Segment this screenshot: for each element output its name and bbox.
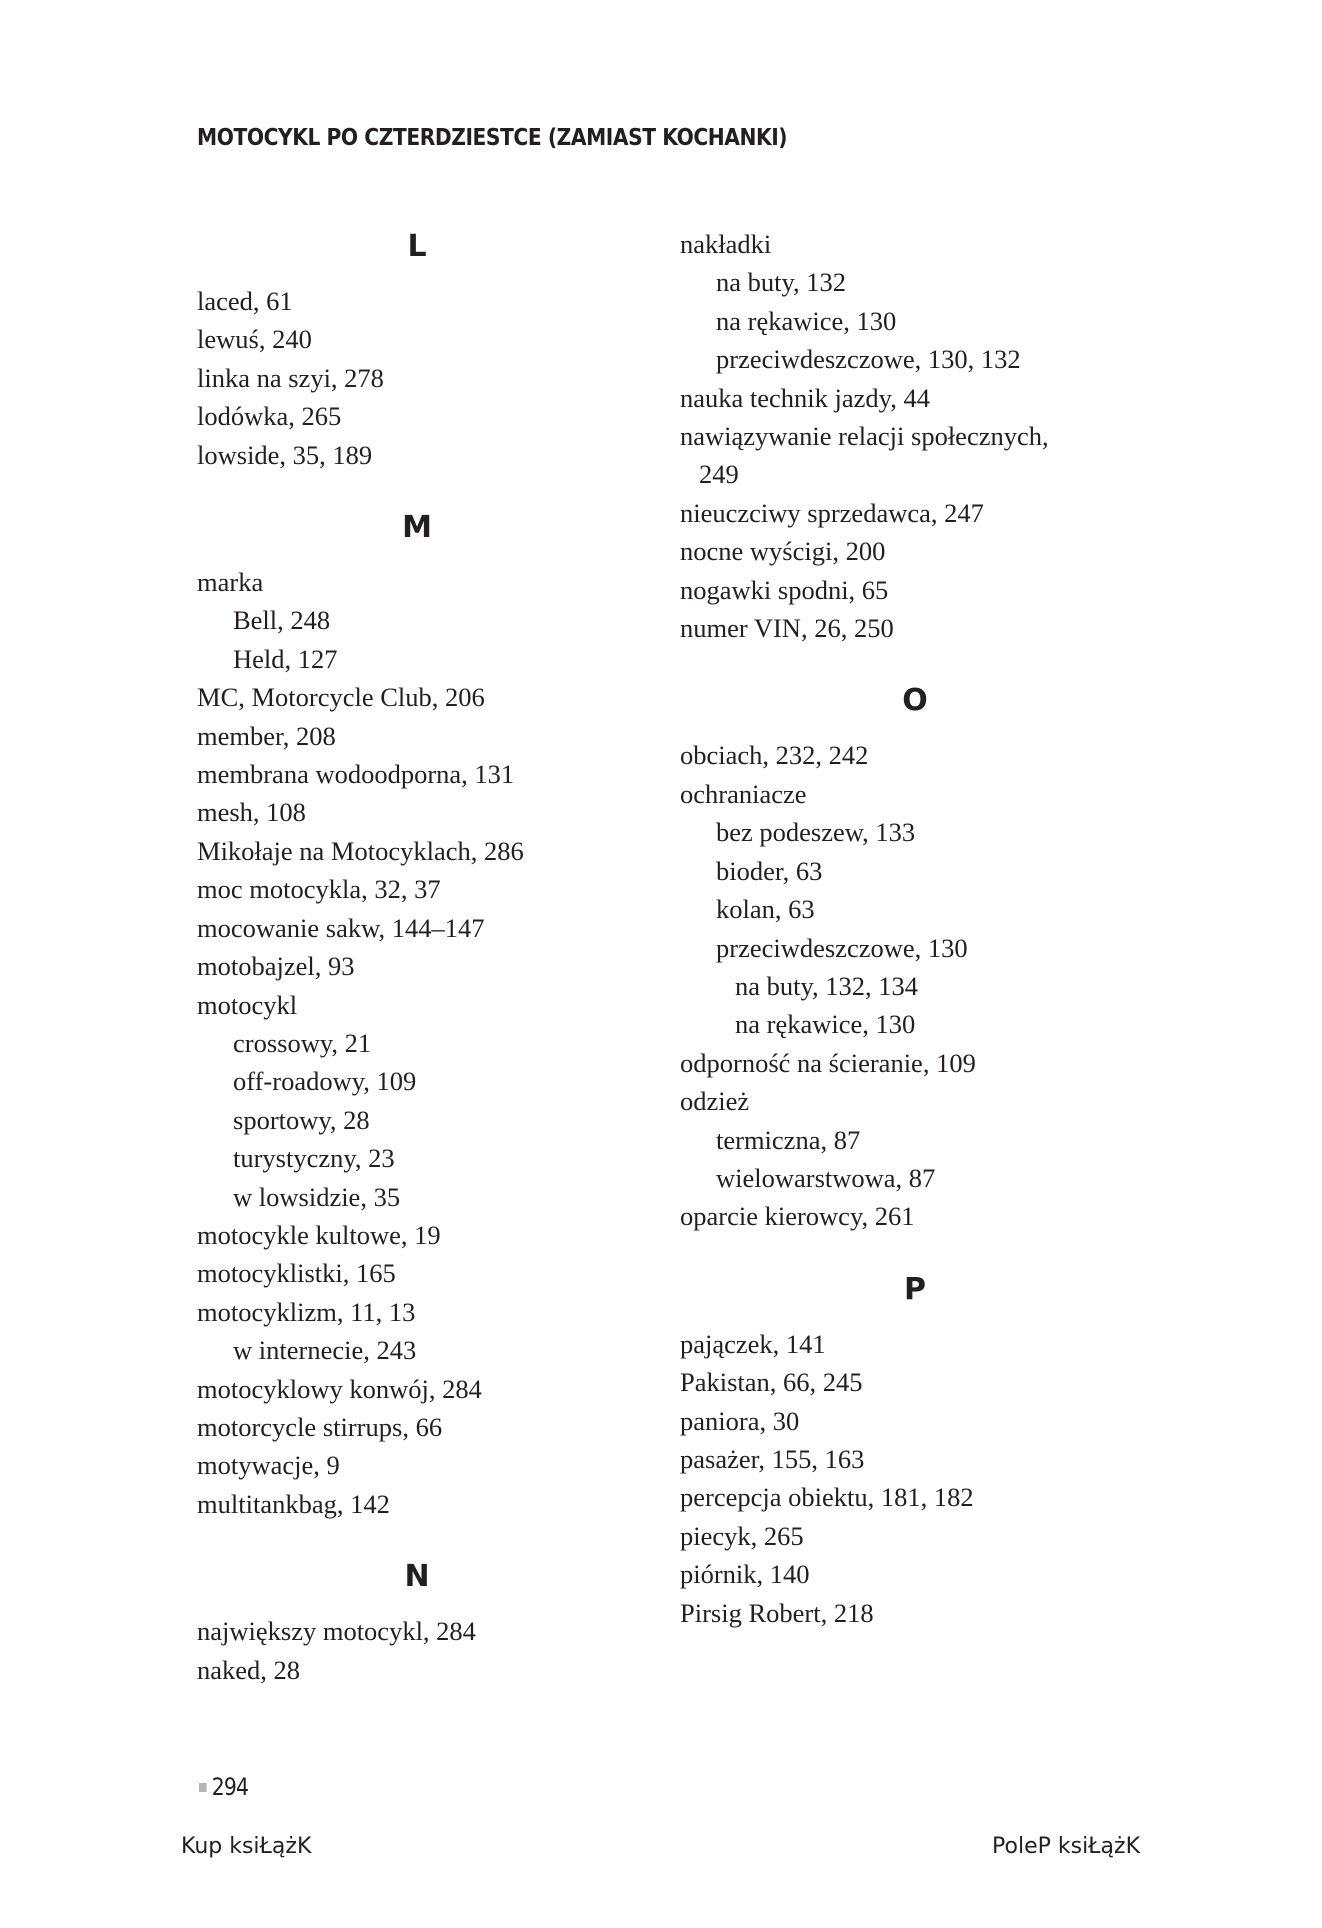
index-subsubentry: na buty, 132, 134 [735,970,919,1001]
index-entry: motocykle kultowe, 19 [197,1219,441,1250]
index-entry: motocykl [197,989,298,1020]
index-entry: MC, Motorcycle Club, 206 [197,682,485,713]
section-letter: L [407,229,427,264]
index-entry: laced, 61 [197,286,293,316]
index-subentry: off-roadowy, 109 [233,1066,417,1097]
index-subentry: Bell, 248 [233,605,331,636]
index-entry: odporność na ścieranie, 109 [680,1047,976,1078]
index-subentry: na rękawice, 130 [716,305,897,336]
index-entry: największy motocykl, 284 [197,1616,476,1647]
index-subentry: bez podeszew, 133 [716,817,916,848]
index-subentry: crossowy, 21 [233,1027,372,1058]
index-entry: pasażer, 155, 163 [680,1443,865,1474]
index-subentry: w internecie, 243 [233,1335,417,1366]
index-entry: odzież [680,1086,750,1117]
index-entry: Pirsig Robert, 218 [680,1597,874,1628]
index-entry: motocyklowy konwój, 284 [197,1373,482,1404]
page-number-text: 294 [211,1773,249,1801]
index-entry: Mikołaje na Motocyklach, 286 [197,835,524,866]
index-entry: nawiązywanie relacji społecznych, [680,421,1049,452]
index-subentry: kolan, 63 [716,894,815,925]
index-entry: motobajzel, 93 [197,951,355,982]
buy-book-link[interactable]: Kup ksiŁążK [181,1834,312,1859]
index-entry: moc motocykla, 32, 37 [197,874,441,905]
index-entry: piórnik, 140 [680,1559,810,1590]
index-entry: piecyk, 265 [680,1520,804,1551]
index-subentry: przeciwdeszczowe, 130 [716,932,968,963]
index-entry: lowside, 35, 189 [197,439,373,470]
index-entry: nauka technik jazdy, 44 [680,382,930,413]
index-column-right [680,225,1150,1651]
section-letter: N [404,1559,430,1595]
index-entry: motywacje, 9 [197,1450,340,1481]
index-subentry: na buty, 132 [716,267,847,298]
index-entry: motocyklizm, 11, 13 [197,1296,416,1327]
recommend-book-link[interactable]: PoleP ksiŁążK [992,1834,1140,1859]
index-section-o [680,666,1150,1235]
index-entry: nocne wyścigi, 200 [680,536,886,567]
index-subentry: przeciwdeszczowe, 130, 132 [716,344,1021,375]
page-number [199,1773,248,1801]
index-entry: lodówka, 265 [197,401,342,432]
section-letter: O [902,683,928,719]
index-entry: obciach, 232, 242 [680,740,869,771]
index-entry: nogawki spodni, 65 [680,574,889,605]
index-entry: Pakistan, 66, 245 [680,1367,863,1398]
index-column-left [197,225,637,1708]
section-letter: P [904,1271,926,1307]
index-entry: numer VIN, 26, 250 [680,613,894,644]
index-subentry: wielowarstwowa, 87 [716,1162,936,1193]
index-subentry: Held, 127 [233,643,338,674]
index-entry: marka [197,567,264,598]
index-entry: nieuczciwy sprzedawca, 247 [680,497,984,528]
index-entry: mocowanie sakw, 144–147 [197,912,485,943]
index-entry: naked, 28 [197,1654,301,1685]
index-entry: ochraniacze [680,778,807,809]
index-subentry: turystyczny, 23 [233,1143,395,1174]
index-section-n-continued [680,225,1150,647]
index-subentry: bioder, 63 [716,855,823,886]
page-header-title: MOTOCYKL PO CZTERDZIESTCE (ZAMIAST KOCHANKI) [197,125,788,151]
section-letter: M [402,510,432,546]
index-entry: linka na szyi, 278 [197,362,384,393]
page-marker-icon [199,1783,207,1792]
index-entry: oparcie kierowcy, 261 [680,1201,915,1232]
index-entry: paniora, 30 [680,1405,800,1436]
index-section-p [680,1255,1150,1632]
index-entry: lewuś, 240 [197,324,312,355]
index-section-l [197,225,637,474]
index-section-n [197,1542,637,1689]
index-entry: mesh, 108 [197,797,306,828]
index-subsubentry: na rękawice, 130 [735,1009,916,1040]
index-entry: motocyklistki, 165 [197,1258,396,1289]
index-entry: motorcycle stirrups, 66 [197,1411,443,1442]
index-entry-continuation: 249 [699,459,739,490]
index-entry: pajączek, 141 [680,1328,826,1359]
index-entry: multitankbag, 142 [197,1488,390,1519]
index-entry: member, 208 [197,720,336,751]
index-entry: percepcja obiektu, 181, 182 [680,1482,974,1513]
index-section-m [197,493,637,1523]
index-subentry: sportowy, 28 [233,1104,370,1135]
index-subentry: w lowsidzie, 35 [233,1181,401,1212]
index-entry: nakładki [680,229,772,259]
index-subentry: termiczna, 87 [716,1124,861,1155]
index-entry: membrana wodoodporna, 131 [197,759,515,790]
